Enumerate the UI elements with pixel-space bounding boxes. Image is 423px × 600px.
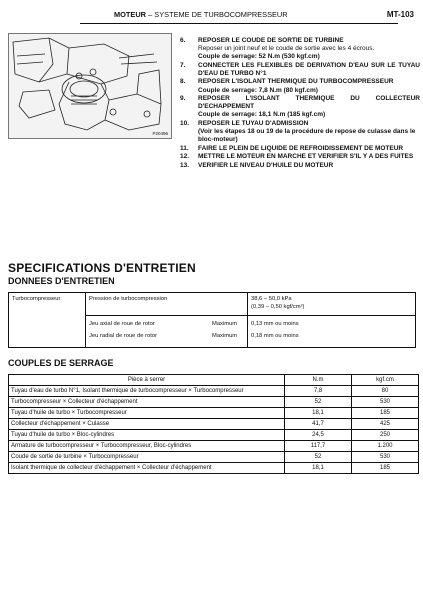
header-subtitle: SYSTEME DE TURBOCOMPRESSEUR	[154, 10, 288, 19]
part-cell: Tuyau d'huile de turbo × Bloc-cylindres	[9, 430, 285, 441]
step-title: FAIRE LE PLEIN DE LIQUIDE DE REFROIDISSEMENT DE MOTEUR	[198, 144, 404, 152]
torque-table	[8, 374, 419, 474]
turbo-illustration	[8, 33, 172, 139]
step-6	[180, 37, 420, 61]
kgfcm-cell: 1.200	[352, 441, 419, 452]
nm-cell: 18,1	[285, 463, 352, 474]
spec-row1-value-a: 38,6 – 50,0 kPa	[251, 296, 292, 302]
spec-row2-value: 0,13 mm ou moins	[251, 321, 299, 327]
nm-cell: 18,1	[285, 408, 352, 419]
table-row	[9, 463, 419, 474]
table-row	[9, 430, 419, 441]
service-data-table	[8, 292, 416, 348]
step-description: Reposer un joint neuf et le coude de sortie avec les 4 écrous.	[198, 45, 375, 53]
kgfcm-cell: 530	[352, 452, 419, 463]
part-cell: Armature de turbocompresseur × Turbocompresseur, Bloc-cylindres	[9, 441, 285, 452]
step-number: 13.	[180, 161, 190, 169]
torque-header-row	[9, 375, 419, 386]
step-torque: Couple de serrage: 18,1 N.m (185 kgf.cm)	[198, 111, 326, 119]
step-10	[180, 120, 420, 144]
part-cell: Collecteur d'échappement × Culasse	[9, 419, 285, 430]
step-number: 7.	[180, 61, 186, 69]
part-cell: Isolant thermique de collecteur d'échappement × Collecteur d'échappement	[9, 463, 285, 474]
spec-row1-label: Pression de turbocompression	[89, 296, 168, 302]
header-nm: N.m	[285, 375, 352, 386]
table-row	[9, 408, 419, 419]
step-number: 11.	[180, 144, 189, 152]
torque-heading: COUPLES DE SERRAGE	[8, 358, 114, 368]
turbo-drawing	[9, 34, 171, 138]
step-title: METTRE LE MOTEUR EN MARCHE ET VERIFIER S'IL Y A DES FUITES	[198, 153, 414, 161]
nm-cell: 24,5	[285, 430, 352, 441]
spec-row-divider	[85, 315, 415, 316]
step-13	[180, 162, 420, 170]
step-title: REPOSER L'ISOLANT THERMIQUE DU COLLECTEUR D'ECHAPPEMENT	[198, 95, 420, 111]
nm-cell: 52	[285, 452, 352, 463]
step-11	[180, 145, 420, 153]
part-cell: Turbocompresseur × Collecteur d'échappement	[9, 397, 285, 408]
spec-row2-qualifier: Maximum	[212, 321, 238, 327]
step-7	[180, 62, 420, 78]
spec-component: Turbocompresseur	[12, 296, 61, 302]
spec-row1-value-b: (0,39 – 0,50 kgf/cm²)	[251, 304, 305, 310]
step-8	[180, 78, 420, 94]
nm-cell: 7,8	[285, 386, 352, 397]
step-title: CONNECTER LES FLEXIBLES DE DERIVATION D'EAU SUR LE TUYAU D'EAU DE TURBO N°1	[198, 61, 420, 77]
step-9	[180, 95, 420, 119]
step-number: 12.	[180, 153, 190, 161]
part-cell: Tuyau d'eau de turbo N°1, Isolant thermique de turbocompresseur × Turbocompresseur	[9, 386, 285, 397]
header-kgfcm: kgf.cm	[352, 375, 419, 386]
step-number: 6.	[180, 37, 186, 44]
step-torque: Couple de serrage: 52 N.m (530 kgf.cm)	[198, 53, 320, 61]
table-row	[9, 441, 419, 452]
specs-subheading: DONNEES D'ENTRETIEN	[8, 276, 115, 286]
kgfcm-cell: 185	[352, 463, 419, 474]
procedure-steps	[180, 37, 420, 171]
page-header	[80, 7, 414, 24]
kgfcm-cell: 250	[352, 430, 419, 441]
spec-row3-value: 0,18 mm ou moins	[251, 333, 299, 339]
table-row	[9, 397, 419, 408]
nm-cell: 41,7	[285, 419, 352, 430]
step-description: (Voir les étapes 18 ou 19 de la procédure de repose de culasse dans le bloc-moteur)	[198, 128, 416, 144]
header-separator: –	[148, 10, 153, 19]
step-title: REPOSER L'ISOLANT THERMIQUE DU TURBOCOMPRESSEUR	[198, 78, 394, 86]
step-torque: Couple de serrage: 7,8 N.m (80 kgf.cm)	[198, 86, 318, 94]
kgfcm-cell: 425	[352, 419, 419, 430]
step-number: 8.	[180, 78, 186, 86]
spec-row2-label: Jeu axial de roue de rotor	[89, 321, 155, 327]
step-12	[180, 153, 420, 161]
header-section: MOTEUR	[114, 10, 147, 19]
table-row	[9, 452, 419, 463]
page-number: MT-103	[386, 10, 414, 19]
spec-row3-qualifier: Maximum	[212, 333, 238, 339]
nm-cell: 52	[285, 397, 352, 408]
header-title	[114, 10, 288, 19]
part-cell: Tuyau d'huile de turbo × Turbocompresseur	[9, 408, 285, 419]
kgfcm-cell: 185	[352, 408, 419, 419]
spec-row3-label: Jeu radial de roue de rotor	[89, 333, 157, 339]
step-number: 10.	[180, 119, 190, 127]
figure-code: P20496	[152, 131, 168, 136]
step-title: REPOSER LE COUDE DE SORTIE DE TURBINE	[198, 37, 344, 44]
table-row	[9, 386, 419, 397]
step-title: VERIFIER LE NIVEAU D'HUILE DU MOTEUR	[198, 161, 334, 169]
part-cell: Coude de sortie de turbine × Turbocompresseur	[9, 452, 285, 463]
nm-cell: 117,7	[285, 441, 352, 452]
step-title: REPOSER LE TUYAU D'ADMISSION	[198, 119, 309, 127]
table-row	[9, 419, 419, 430]
specs-heading: SPECIFICATIONS D'ENTRETIEN	[8, 261, 196, 275]
kgfcm-cell: 530	[352, 397, 419, 408]
step-number: 9.	[180, 95, 186, 103]
header-part: Pièce à serrer	[9, 375, 285, 386]
kgfcm-cell: 80	[352, 386, 419, 397]
